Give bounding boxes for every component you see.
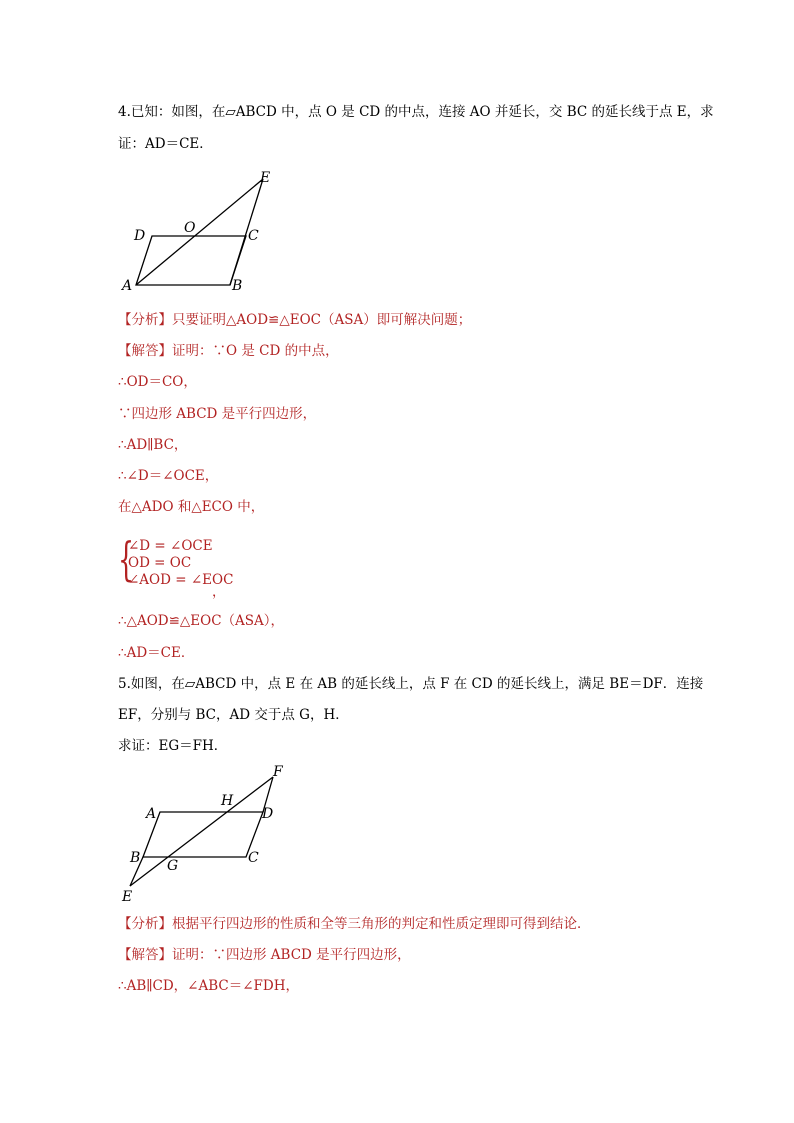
q5-label-g: G bbox=[167, 858, 179, 874]
q4-label-a: A bbox=[122, 278, 133, 294]
q5-answer-first: 证明：∵四边形 ABCD 是平行四边形， bbox=[172, 947, 411, 963]
q5-analysis bbox=[118, 914, 591, 934]
q4-system-row-2: OD = OC bbox=[128, 555, 192, 571]
q5-analysis-text: 根据平行四边形的性质和全等三角形的判定和性质定理即可得到结论． bbox=[172, 916, 591, 932]
left-brace-icon: { bbox=[118, 532, 135, 586]
q4-stem-line-2: 证：AD＝CE． bbox=[118, 136, 213, 152]
q4-analysis-text: 只要证明△AOD≌△EOC（ASA）即可解决问题； bbox=[172, 312, 472, 328]
q5-answer-tag: 【解答】 bbox=[118, 947, 172, 963]
q4-figure bbox=[118, 170, 288, 295]
q4-label-e: E bbox=[260, 170, 271, 186]
q5-label-a: A bbox=[146, 806, 157, 822]
q4-label-d: D bbox=[134, 228, 146, 244]
q4-stem-line-1: 4.已知：如图，在▱ABCD 中，点 O 是 CD 的中点，连接 AO 并延长，交 BC 的延长线于点 E，求 bbox=[118, 104, 714, 120]
q4-label-b: B bbox=[232, 278, 243, 294]
q5-line-ef bbox=[130, 777, 273, 886]
q5-label-e: E bbox=[122, 889, 133, 905]
q5-stem-line-1: 5.如图，在▱ABCD 中，点 E 在 AB 的延长线上，点 F 在 CD 的延长线上，满足 BE＝DF．连接 bbox=[118, 676, 704, 692]
q4-analysis-tag: 【分析】 bbox=[118, 312, 172, 328]
q5-label-b: B bbox=[130, 850, 141, 866]
q5-label-c: C bbox=[248, 850, 259, 866]
q5-analysis-tag: 【分析】 bbox=[118, 916, 172, 932]
q4-answer-first: 证明：∵O 是 CD 的中点， bbox=[172, 343, 339, 359]
q5-label-h: H bbox=[221, 793, 234, 809]
q4-answer bbox=[118, 341, 339, 361]
q4-system-row-3: ∠AOD = ∠EOC bbox=[128, 572, 234, 588]
q5-answer bbox=[118, 945, 411, 965]
q5-label-f: F bbox=[273, 764, 283, 780]
q4-step-1: ∴OD＝CO， bbox=[118, 374, 197, 390]
q4-analysis bbox=[118, 310, 471, 330]
q4-line-ae bbox=[136, 179, 263, 285]
q4-label-o: O bbox=[184, 220, 196, 236]
q5-label-d: D bbox=[262, 806, 274, 822]
q4-step-2: ∵四边形 ABCD 是平行四边形， bbox=[118, 406, 317, 422]
q4-step-5: 在△ADO 和△ECO 中， bbox=[118, 499, 265, 515]
q4-system-comma: ， bbox=[212, 584, 226, 600]
q4-answer-tag: 【解答】 bbox=[118, 343, 172, 359]
q5-parallelogram bbox=[143, 812, 263, 857]
q4-conclusion-1: ∴△AOD≌△EOC（ASA）， bbox=[118, 613, 285, 629]
q5-stem-line-3: 求证：EG＝FH． bbox=[118, 738, 228, 754]
q5-stem-line-2: EF，分别与 BC，AD 交于点 G，H． bbox=[118, 707, 349, 723]
q5-figure bbox=[118, 762, 298, 907]
q4-parallelogram bbox=[136, 236, 246, 285]
q4-step-4: ∴∠D＝∠OCE， bbox=[118, 468, 219, 484]
q4-conclusion-2: ∴AD＝CE． bbox=[118, 645, 195, 661]
q5-step-1: ∴AB∥CD，∠ABC＝∠FDH， bbox=[118, 978, 299, 994]
q4-equation-system bbox=[118, 532, 258, 596]
q4-step-3: ∴AD∥BC， bbox=[118, 437, 188, 453]
q4-system-row-1: ∠D = ∠OCE bbox=[128, 538, 213, 554]
q4-label-c: C bbox=[248, 228, 259, 244]
